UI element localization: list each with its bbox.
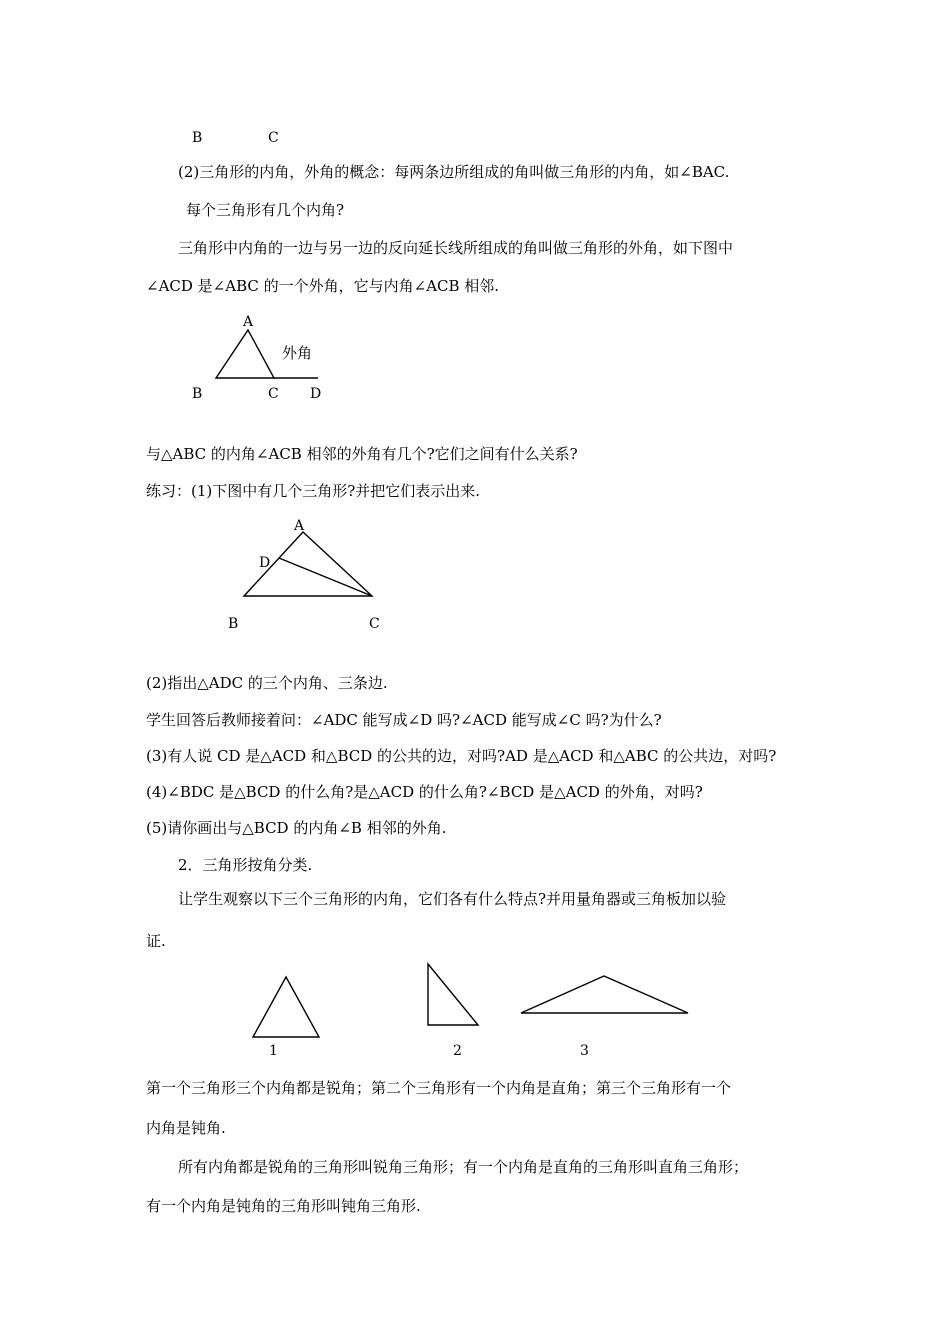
para-exercise-5: (5)请你画出与△BCD 的内角∠B 相邻的外角. xyxy=(146,819,447,837)
para-how-many-interior: 每个三角形有几个内角? xyxy=(186,201,345,219)
top-label-c: C xyxy=(268,130,279,146)
ext-label-exterior: 外角 xyxy=(282,344,313,362)
right-triangle xyxy=(428,964,478,1025)
para-definition-line1: 所有内角都是锐角的三角形叫锐角三角形；有一个内角是直角的三角形叫直角三角形； xyxy=(178,1158,749,1176)
para-exercise-4: (4)∠BDC 是△BCD 的什么角?是△ACD 的什么角?∠BCD 是△ACD 的外角，对吗? xyxy=(146,783,703,801)
para-summary-line1: 第一个三角形三个内角都是锐角；第二个三角形有一个内角是直角；第三个三角形有一个 xyxy=(146,1079,732,1097)
exercise-label-c: C xyxy=(369,616,380,632)
classify-label-2: 2 xyxy=(453,1043,462,1059)
para-observe-line1: 让学生观察以下三个三角形的内角，它们各有什么特点?并用量角器或三角板加以验 xyxy=(178,890,727,908)
para-observe-line2: 证. xyxy=(146,932,166,950)
top-label-b: B xyxy=(192,130,203,146)
para-angles-definition: (2)三角形的内角，外角的概念：每两条边所组成的角叫做三角形的内角，如∠BAC. xyxy=(178,163,730,181)
para-exercise-2: (2)指出△ADC 的三个内角、三条边. xyxy=(146,674,388,692)
exercise-label-d: D xyxy=(259,555,271,571)
exercise-label-b: B xyxy=(228,616,239,632)
para-definition-line2: 有一个内角是钝角的三角形叫钝角三角形. xyxy=(146,1197,421,1215)
obtuse-triangle xyxy=(521,976,688,1013)
ext-label-b: B xyxy=(192,386,203,402)
para-exercise-3: (3)有人说 CD 是△ACD 和△BCD 的公共的边，对吗?AD 是△ACD 和△ABC 的公共边，对吗? xyxy=(146,747,777,765)
para-teacher-question: 学生回答后教师接着问：∠ADC 能写成∠D 吗?∠ACD 能写成∠C 吗?为什么? xyxy=(146,711,662,729)
ext-label-d: D xyxy=(310,386,322,402)
ext-label-a: A xyxy=(243,314,254,330)
section-2-title: 2．三角形按角分类. xyxy=(178,856,313,874)
para-question-exterior: 与△ABC 的内角∠ACB 相邻的外角有几个?它们之间有什么关系? xyxy=(146,445,578,463)
para-exterior-def-line1: 三角形中内角的一边与另一边的反向延长线所组成的角叫做三角形的外角，如下图中 xyxy=(178,239,734,257)
ext-label-c: C xyxy=(268,386,279,402)
para-exterior-def-line2: ∠ACD 是∠ABC 的一个外角，它与内角∠ACB 相邻. xyxy=(146,277,500,295)
classify-label-1: 1 xyxy=(269,1043,278,1059)
acute-triangle xyxy=(253,977,319,1037)
para-exercise-1: 练习：(1)下图中有几个三角形?并把它们表示出来. xyxy=(146,482,481,500)
para-summary-line2: 内角是钝角. xyxy=(146,1119,226,1137)
exercise-label-a: A xyxy=(294,518,305,534)
classify-label-3: 3 xyxy=(580,1043,589,1059)
